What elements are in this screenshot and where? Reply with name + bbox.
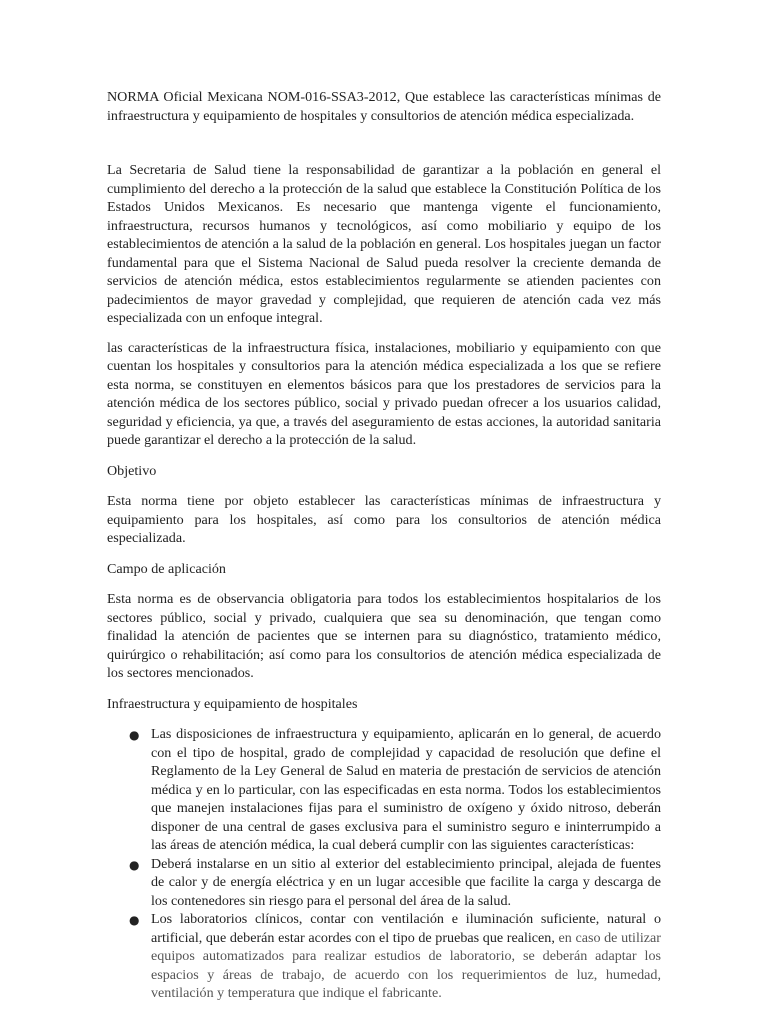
document-title: NORMA Oficial Mexicana NOM-016-SSA3-2012, Que establece las características mínimas de infraestructura y equipamiento de hospitales y consultorios de atención médica especializada. <box>107 89 661 124</box>
list-item <box>107 855 661 911</box>
list-item <box>107 910 661 1003</box>
scope-heading: Campo de aplicación <box>107 560 226 577</box>
infrastructure-heading: Infraestructura y equipamiento de hospitales <box>107 695 358 712</box>
intro-paragraph-1: La Secretaria de Salud tiene la responsabilidad de garantizar a la población en general el cumplimiento del derecho a la protección de la salud que establece la Constitución Política de los Estados Unidos Mexicanos. Es necesario que mantenga vigente el funcionamiento, infraestructura, recursos humanos y tecnológicos, así como mobiliario y equipo de los establecimientos de atención a la salud de la población en general. Los hospitales juegan un factor fundamental para que el Sistema Nacional de Salud pueda resolver la creciente demanda de servicios de atención médica, estos establecimientos regularmente se atienden pacientes con padecimientos de mayor gravedad y complejidad, que requieren de atención cada vez más especializada con un enfoque integral. <box>107 162 661 326</box>
bullet-text-3 <box>151 910 661 1003</box>
scope-text: Esta norma es de observancia obligatoria para todos los establecimientos hospitalarios de los sectores público, social y privado, cualquiera que sea su denominación, que tengan como finalidad la atención de pacientes que se internen para su diagnóstico, tratamiento médico, quirúrgico o rehabilitación; así como para los consultorios de atención médica especializada de los sectores mencionados. <box>107 591 661 681</box>
bullet-text-2: Deberá instalarse en un sitio al exterior del establecimiento principal, alejada de fuentes de calor y de energía eléctrica y en un lugar accesible que facilite la carga y descarga de los contenedores sin riesgo para el personal del área de la salud. <box>151 855 661 909</box>
bullet-text-1: Las disposiciones de infraestructura y equipamiento, aplicarán en lo general, de acuerdo con el tipo de hospital, grado de complejidad y capacidad de resolución que define el Reglamento de la Ley General de Salud en materia de prestación de servicios de atención médica y en lo particular, con las especificadas en esta norma. Todos los establecimientos que manejen instalaciones fijas para el suministro de oxígeno y óxido nitroso, deberán disponer de una central de gases exclusiva para el suministro seguro e ininterrumpido a las áreas de atención médica, la cual deberá cumplir con las siguientes características: <box>151 726 661 853</box>
bullet-icon: ● <box>129 913 140 927</box>
objective-text: Esta norma tiene por objeto establecer las características mínimas de infraestructura y equipamiento para los hospitales, así como para los consultorios de atención médica especializada. <box>107 493 661 546</box>
document-body <box>107 88 661 1003</box>
bullet-icon: ● <box>129 728 140 742</box>
objective-heading: Objetivo <box>107 462 157 479</box>
infrastructure-bullet-list <box>107 725 661 1003</box>
bullet-text-3-part-2: en caso de utilizar equipos automatizados para realizar estudios de laboratorio, se deberán adaptar los espacios y áreas de trabajo, de acuerdo con los requerimientos de luz, humedad, ventilación y temperatura que indique el fabricante. <box>151 929 661 1001</box>
list-item <box>107 725 661 855</box>
bullet-icon: ● <box>129 857 140 872</box>
intro-paragraph-2: las características de la infraestructura física, instalaciones, mobiliario y equipamiento con que cuentan los hospitales y consultorios para la atención médica especializada a los que se refiere esta norma, se constituyen en elementos básicos para que los prestadores de servicios para la atención médica de los sectores público, social y privado puedan ofrecer a los usuarios calidad, seguridad y eficiencia, ya que, a través del aseguramiento de estas acciones, la autoridad sanitaria puede garantizar el derecho a la protección de la salud. <box>107 339 661 448</box>
bullet-text-3-part-1: Los laboratorios clínicos, contar con ventilación e iluminación suficiente, natural o artificial, que deberán estar acordes con el tipo de pruebas que realicen, <box>151 911 661 946</box>
